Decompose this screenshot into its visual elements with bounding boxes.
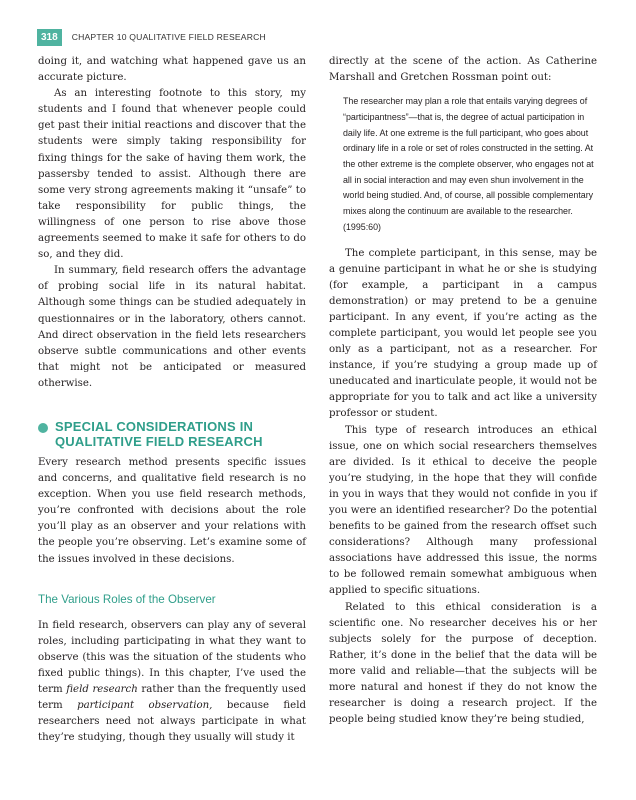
bullet-icon [38,423,48,433]
paragraph: doing it, and watching what happened gave us an accurate picture. [38,56,306,84]
paragraph: The complete participant, in this sense, may be a genuine participant in what he or she is studying (for example, a participant in a campus demonstration) or may pretend to be a genuine participant. In any event, if you’re acting as the complete participant, you would let people see you only as a participant, not as a researcher. For instance, if you’re studying a group made up of uneducated and inarticulate people, it would not be appropriate for you to talk and act like a university professor or student. [329,247,597,420]
subheading: The Various Roles of the Observer [38,592,216,606]
text-run: rather than the frequently used term [38,684,306,712]
paragraph: Every research method presents specific issues and concerns, and qualitative field research is no exception. When you use field research methods, you’re confronted with decisions about the role you’ll play as an observer and your relations with the people you’re observing. Let’s examine some of the issues involved in these decisions. [38,456,306,565]
block-quote: The researcher may plan a role that entails varying degrees of “participantness”—that is, the degree of actual participation in daily life. At one extreme is the full participant, who goes about ordinary life in a role or set of roles constructed in the setting. At the other extreme is the complete observer, who engages not at all in social interaction and may even shun involvement in the world being studied. And, of course, all possible complementary mixes along the continuum are available to the researcher. (1995:60) [343,96,594,232]
chapter-title: CHAPTER 10 QUALITATIVE FIELD RESEARCH [71,32,266,42]
section-heading [38,419,306,449]
page-header [37,28,266,46]
left-column [38,54,306,746]
paragraph: As an interesting footnote to this story, my students and I found that whenever people could get past their initial reactions and discover that the students were simply taking responsibility for fixing things for the sake of having them work, the passersby tended to assist. Although there are some very strong agreements making it “unsafe” to take responsibility for public things, the willingness of one person to rise above those agreements seemed to make it safe for others to do so, and they did. [38,88,306,261]
text-run: In field research, observers can play any of several roles, including participating in what they want to observe (this was the situation of the students who fixed public things). In this chapter, I’ve used the term [38,619,306,696]
page-number: 318 [37,29,62,46]
right-column [329,54,597,728]
text-run: because field researchers need not always participate in what they’re studying, though they usually will study it [38,700,306,744]
section-heading-text: SPECIAL CONSIDERATIONS IN QUALITATIVE FIELD RESEARCH [55,418,263,449]
italic-term: field research [66,684,138,696]
paragraph [38,618,306,747]
paragraph: In summary, field research offers the advantage of probing social life in its natural habitat. Although some things can be studied adequately in questionnaires or in the laboratory, others cannot. And direct observation in the field lets researchers observe subtle communications and other events that might not be anticipated or measured otherwise. [38,265,306,389]
paragraph: Related to this ethical consideration is a scientific one. No researcher deceives his or her subjects solely for the purpose of deception. Rather, it’s done in the belief that the data will be more valid and reliable—that the subjects will be more natural and honest if they do not know the researcher is doing a research project. If the people being studied know they’re being studied, [329,601,597,726]
paragraph: directly at the scene of the action. As Catherine Marshall and Gretchen Rossman point out: [329,56,597,84]
paragraph: This type of research introduces an ethical issue, one on which social researchers themselves are divided. Is it ethical to deceive the people you’re studying, in the hope that they will confide in you in ways that they would not confide in you if you were an identified researcher? Do the potential benefits to be gained from the research offset such considerations? Although many professional associations have addressed this issue, the norms to be followed remain somewhat ambiguous when applied to specific situations. [329,424,597,597]
italic-term: participant observation, [77,700,213,712]
